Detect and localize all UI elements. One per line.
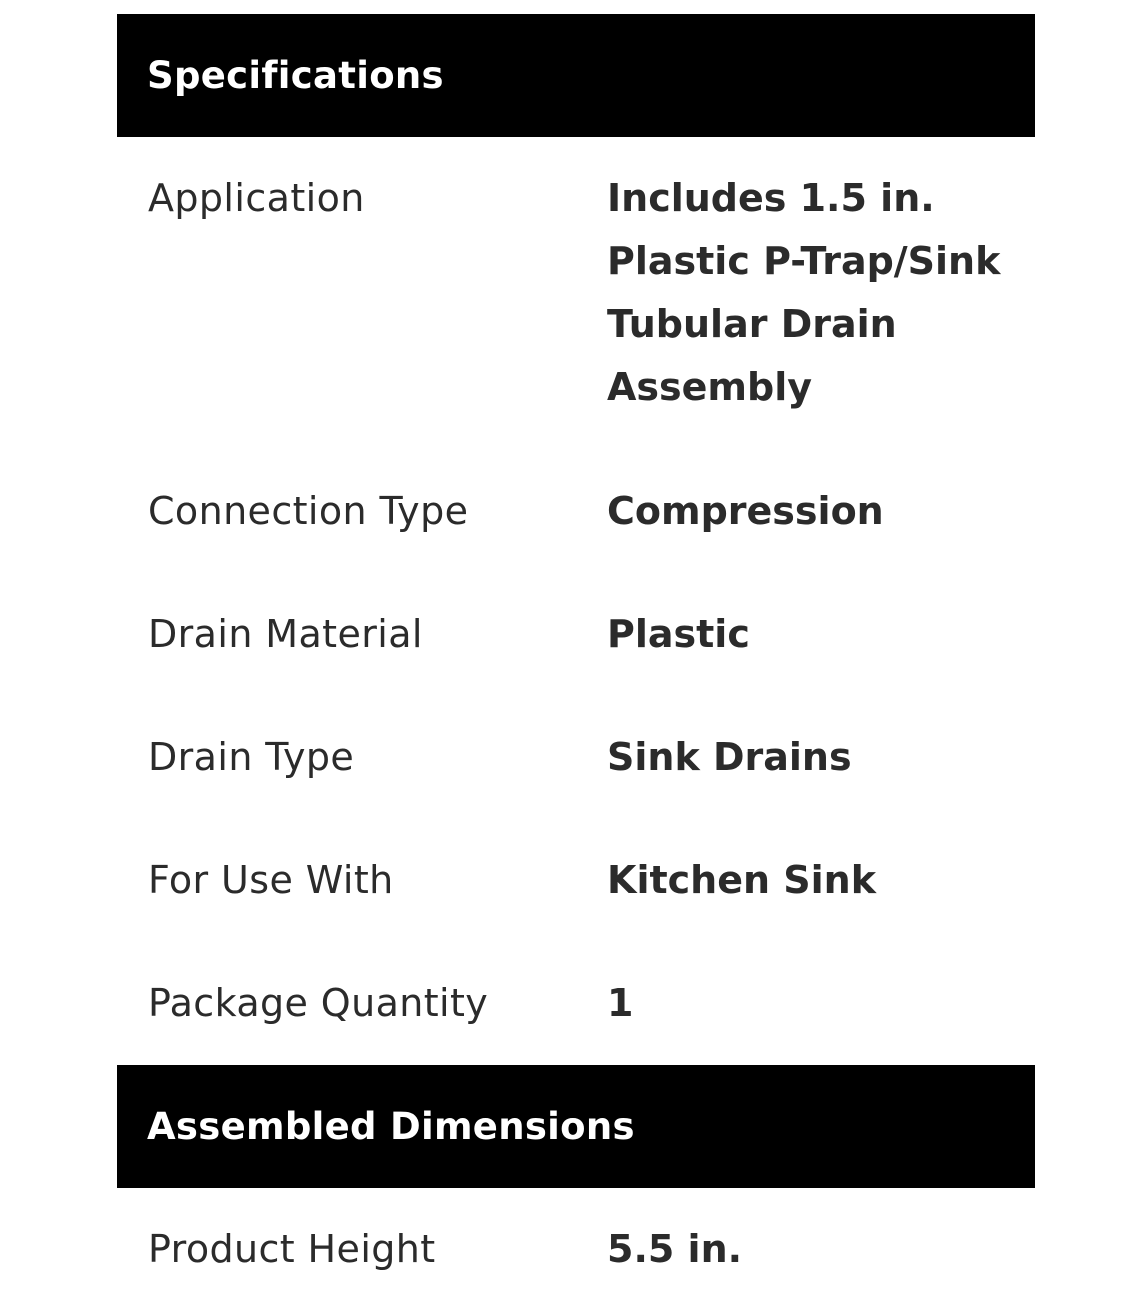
spec-row-drain-type	[117, 696, 1035, 819]
section-title: Specifications	[147, 54, 444, 97]
spec-label: Product Height	[148, 1227, 436, 1271]
spec-label: For Use With	[148, 858, 394, 902]
section-title: Assembled Dimensions	[147, 1105, 635, 1148]
spec-value: Sink Drains	[607, 735, 852, 779]
spec-value: Plastic	[607, 612, 750, 656]
spec-row-product-height	[117, 1188, 1035, 1298]
spec-label: Drain Type	[148, 735, 355, 779]
spec-row-connection-type	[117, 450, 1035, 573]
spec-label: Package Quantity	[148, 981, 489, 1025]
spec-value: Compression	[607, 489, 884, 533]
spec-row-package-quantity	[117, 942, 1035, 1065]
spec-row-drain-material	[117, 573, 1035, 696]
spec-label: Connection Type	[148, 489, 469, 533]
spec-value: 1	[607, 981, 634, 1025]
spec-value: Includes 1.5 in. Plastic P-Trap/Sink Tubular Drain Assembly	[607, 176, 1001, 409]
spec-row-application	[117, 137, 1035, 450]
section-header-assembled-dimensions	[117, 1065, 1035, 1188]
spec-value: Kitchen Sink	[607, 858, 876, 902]
specifications-table	[117, 14, 1035, 1298]
spec-row-for-use-with	[117, 819, 1035, 942]
spec-label: Application	[148, 176, 365, 220]
spec-label: Drain Material	[148, 612, 423, 656]
section-header-specifications	[117, 14, 1035, 137]
spec-value: 5.5 in.	[607, 1227, 743, 1271]
